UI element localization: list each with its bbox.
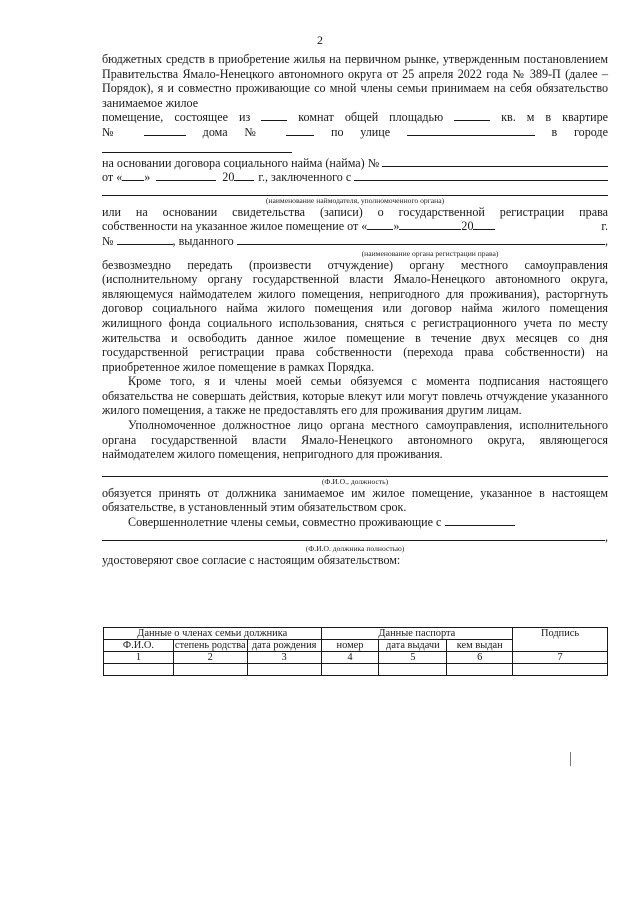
- col-number: 7: [513, 652, 608, 664]
- label-adult-members: Совершеннолетние члены семьи, совместно проживающие с: [128, 515, 442, 530]
- header-passport-data: Данные паспорта: [321, 628, 513, 640]
- certificate-line: или на основании свидетельства (записи) о государственной регистрации права: [102, 204, 608, 219]
- debtor-name-line: [102, 530, 608, 545]
- table-number-row: [104, 652, 608, 664]
- label-cert-number: №: [102, 233, 114, 248]
- rooms-field[interactable]: [261, 110, 287, 121]
- header-birth-date: дата рождения: [247, 640, 321, 652]
- document-body: [102, 52, 608, 568]
- label-city: городе: [573, 124, 608, 139]
- label-house: дома: [202, 124, 228, 139]
- house-number-field[interactable]: [286, 125, 314, 136]
- label-year-prefix: 20: [461, 219, 474, 234]
- label-from: от «: [102, 170, 123, 185]
- contract-day-field[interactable]: [122, 170, 144, 181]
- address-line: [102, 125, 608, 140]
- paragraph-transfer: безвозмездно передать (произвести отчуждение) органу местного самоуправления (исполнительному органу государственной власти Ямало-Ненецкого автономного округа, являющемуся наймодателем жилого помещения, непригодного для проживания), расторгнуть договор социального найма жилого помещения или договор найма жилого помещения жилищного фонда социального использования, сняться с регистрационного учета по месту жительства и освободить данное жилое помещение в течение двух месяцев со дня государственной регистрации права собственности (перехода права собственности) на приобретенное жилое помещение в рамках Порядка.: [102, 257, 608, 374]
- label-ownership: собственности на указанное жилое помещение от «: [102, 219, 368, 234]
- header-relation: степень родства: [174, 640, 246, 651]
- caption-fio-debtor: (Ф.И.О. должника полностью): [305, 544, 405, 554]
- area-field[interactable]: [454, 110, 490, 121]
- label-year-prefix: 20: [222, 170, 235, 185]
- registration-authority-field[interactable]: [237, 234, 605, 245]
- label-issued: , выданного: [172, 233, 234, 248]
- label-contract: на основании договора социального найма (найма) №: [102, 155, 380, 170]
- landlord-field[interactable]: [354, 170, 608, 181]
- caption-fio-position: (Ф.И.О., должность): [321, 476, 389, 486]
- apartment-line: [102, 110, 608, 125]
- landlord-field-continued[interactable]: [102, 185, 608, 196]
- comma: ,: [604, 529, 608, 544]
- contract-line: [102, 156, 608, 171]
- comma: ,: [604, 233, 608, 248]
- cert-day-field[interactable]: [367, 219, 393, 230]
- header-issued-by: кем выдан: [447, 640, 513, 652]
- contract-date-line: [102, 170, 608, 185]
- header-issue-date: дата выдачи: [379, 640, 447, 652]
- contract-month-field[interactable]: [156, 170, 216, 181]
- certificate-number-line: [102, 234, 608, 249]
- header-signature: Подпись: [513, 628, 608, 652]
- cell-issued-by[interactable]: [447, 664, 513, 676]
- label-po: по: [330, 124, 344, 139]
- adult-members-line: [102, 515, 608, 530]
- debtor-name-field[interactable]: [445, 515, 515, 526]
- cert-year-field[interactable]: [473, 219, 495, 230]
- certificate-date-line: [102, 219, 608, 234]
- label-rooms: помещение, состоящее из: [102, 110, 251, 125]
- label-apt-number: №: [102, 124, 128, 139]
- label-area: комнат общей площадью: [298, 110, 444, 125]
- city-field[interactable]: [102, 140, 292, 153]
- table-header-group-row: [104, 628, 608, 640]
- cert-month-field[interactable]: [399, 219, 461, 230]
- col-number: 3: [247, 652, 321, 664]
- col-number: 2: [173, 652, 247, 664]
- label-year: г.: [601, 219, 608, 234]
- debtor-name-field-continued[interactable]: [102, 530, 605, 541]
- header-fio: Ф.И.О.: [104, 640, 174, 652]
- cell-passport-number[interactable]: [321, 664, 379, 676]
- caption-registration: (наименование органа регистрации права): [361, 248, 499, 258]
- col-number: 1: [104, 652, 174, 664]
- paragraph-obligation: Кроме того, я и члены моей семьи обязуемся с момента подписания настоящего обязательства не совершать действия, которые влекут или могут повлечь отчуждение указанного жилого помещения, а также не предоставлять его для проживания другим лицам.: [102, 374, 608, 418]
- label-in: в: [551, 124, 558, 139]
- quote-close: »: [393, 219, 400, 234]
- col-number: 5: [379, 652, 447, 664]
- cell-relation[interactable]: [173, 664, 247, 676]
- page-number: 2: [317, 33, 323, 47]
- contract-year-field[interactable]: [234, 170, 254, 181]
- col-number: 4: [321, 652, 379, 664]
- cell-birth-date[interactable]: [247, 664, 321, 676]
- cell-issue-date[interactable]: [379, 664, 447, 676]
- family-members-table: [103, 627, 608, 676]
- official-name-field[interactable]: [102, 466, 608, 477]
- table-row: [104, 664, 608, 676]
- scan-mark: [570, 752, 571, 766]
- label-concluded: г., заключенного с: [258, 170, 352, 185]
- cert-number-field[interactable]: [117, 234, 173, 245]
- label-street: улице: [360, 124, 391, 139]
- paragraph-official: Уполномоченное должностное лицо органа местного самоуправления, исполнительного органа государственной власти Ямало-Ненецкого автономного округа, являющегося наймодателем жилого помещения, непригодного для проживания.: [102, 418, 608, 462]
- caption-landlord: (наименование наймодателя, уполномоченного органа): [265, 195, 445, 205]
- paragraph-accept: обязуется принять от должника занимаемое им жилое помещение, указанное в настоящем обязательстве, в установленный этим обязательством срок.: [102, 485, 608, 515]
- paragraph-commitment: бюджетных средств в приобретение жилья на первичном рынке, утвержденным постановлением Правительства Ямало-Ненецкого автономного округа от 25 апреля 2022 года № 389-П (далее – Порядок), я и совместно проживающие со мной члены семьи принимаем на себя обязательство занимаемое жилое: [102, 52, 608, 110]
- quote-close: »: [144, 170, 151, 185]
- contract-number-field[interactable]: [382, 156, 608, 167]
- cell-fio[interactable]: [104, 664, 174, 676]
- street-field[interactable]: [407, 125, 535, 136]
- label-house-number: №: [244, 124, 270, 139]
- header-passport-number: номер: [321, 640, 379, 652]
- label-apartment: кв. м в квартире: [501, 110, 609, 125]
- paragraph-consent: удостоверяют свое согласие с настоящим обязательством:: [102, 553, 401, 568]
- header-family-data: Данные о членах семьи должника: [104, 628, 322, 640]
- apartment-number-field[interactable]: [144, 125, 186, 136]
- cell-signature[interactable]: [513, 664, 608, 676]
- col-number: 6: [447, 652, 513, 664]
